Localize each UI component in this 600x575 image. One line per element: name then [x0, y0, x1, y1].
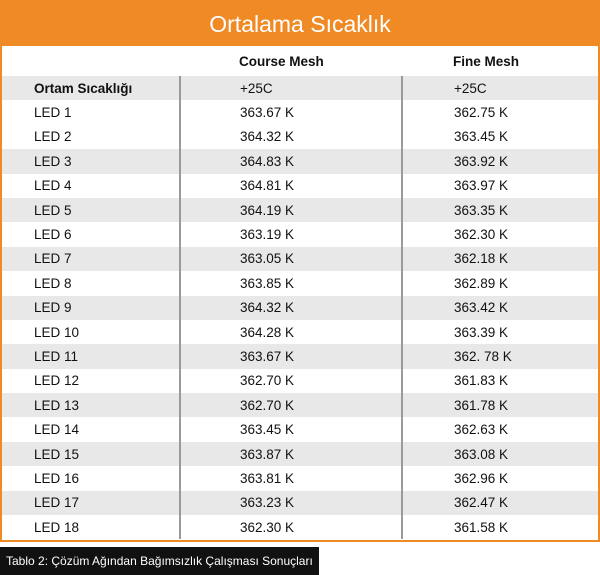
row-label: LED 15 [2, 442, 180, 466]
table-row [2, 271, 598, 295]
row-label: LED 13 [2, 393, 180, 417]
row-label: Ortam Sıcaklığı [2, 76, 180, 100]
table-row [2, 442, 598, 466]
table-row [2, 491, 598, 515]
row-label: LED 4 [2, 174, 180, 198]
row-label: LED 12 [2, 369, 180, 393]
row-label: LED 18 [2, 515, 180, 539]
course-mesh-value: 363.67 K [180, 344, 402, 368]
course-mesh-value: 364.28 K [180, 320, 402, 344]
course-mesh-value: 362.30 K [180, 515, 402, 539]
fine-mesh-value: 362.47 K [402, 491, 598, 515]
fine-mesh-value: 361.58 K [402, 515, 598, 539]
table-row [2, 466, 598, 490]
row-label: LED 16 [2, 466, 180, 490]
row-label: LED 9 [2, 296, 180, 320]
row-label: LED 1 [2, 100, 180, 124]
fine-mesh-value: 363.35 K [402, 198, 598, 222]
row-label: LED 17 [2, 491, 180, 515]
course-mesh-value: 363.19 K [180, 222, 402, 246]
table-row [2, 515, 598, 539]
course-mesh-value: +25C [180, 76, 402, 100]
course-mesh-value: 364.83 K [180, 149, 402, 173]
row-label: LED 10 [2, 320, 180, 344]
course-mesh-value: 364.81 K [180, 174, 402, 198]
table-row [2, 125, 598, 149]
fine-mesh-value: 362.18 K [402, 247, 598, 271]
course-mesh-value: 364.32 K [180, 296, 402, 320]
fine-mesh-value: 363.92 K [402, 149, 598, 173]
fine-mesh-value: 361.83 K [402, 369, 598, 393]
fine-mesh-value: 361.78 K [402, 393, 598, 417]
course-mesh-value: 363.85 K [180, 271, 402, 295]
fine-mesh-value: 363.39 K [402, 320, 598, 344]
table-row [2, 149, 598, 173]
fine-mesh-value: 362.89 K [402, 271, 598, 295]
table-row [2, 100, 598, 124]
row-label: LED 6 [2, 222, 180, 246]
table-row [2, 76, 598, 100]
course-mesh-value: 363.05 K [180, 247, 402, 271]
course-mesh-value: 363.67 K [180, 100, 402, 124]
table-row [2, 174, 598, 198]
table-row [2, 393, 598, 417]
table-body [2, 76, 598, 539]
row-label: LED 5 [2, 198, 180, 222]
row-label: LED 11 [2, 344, 180, 368]
fine-mesh-value: 362.75 K [402, 100, 598, 124]
course-mesh-value: 364.32 K [180, 125, 402, 149]
table-row [2, 198, 598, 222]
fine-mesh-value: +25C [402, 76, 598, 100]
header-row [2, 46, 598, 76]
table-title: Ortalama Sıcaklık [2, 2, 598, 46]
fine-mesh-value: 363.42 K [402, 296, 598, 320]
row-label: LED 3 [2, 149, 180, 173]
results-table [2, 46, 598, 539]
row-label: LED 2 [2, 125, 180, 149]
table-row [2, 344, 598, 368]
header-fine-mesh: Fine Mesh [402, 46, 598, 76]
course-mesh-value: 364.19 K [180, 198, 402, 222]
fine-mesh-value: 362.30 K [402, 222, 598, 246]
course-mesh-value: 363.81 K [180, 466, 402, 490]
course-mesh-value: 362.70 K [180, 369, 402, 393]
header-course-mesh: Course Mesh [180, 46, 402, 76]
course-mesh-value: 363.87 K [180, 442, 402, 466]
fine-mesh-value: 362.63 K [402, 417, 598, 441]
fine-mesh-value: 363.08 K [402, 442, 598, 466]
table-row [2, 417, 598, 441]
fine-mesh-value: 363.97 K [402, 174, 598, 198]
course-mesh-value: 363.23 K [180, 491, 402, 515]
table-caption: Tablo 2: Çözüm Ağından Bağımsızlık Çalışması Sonuçları [0, 547, 319, 575]
row-label: LED 8 [2, 271, 180, 295]
course-mesh-value: 363.45 K [180, 417, 402, 441]
table-row [2, 222, 598, 246]
row-label: LED 7 [2, 247, 180, 271]
row-label: LED 14 [2, 417, 180, 441]
header-label [2, 46, 180, 76]
fine-mesh-value: 363.45 K [402, 125, 598, 149]
fine-mesh-value: 362.96 K [402, 466, 598, 490]
fine-mesh-value: 362. 78 K [402, 344, 598, 368]
table-row [2, 369, 598, 393]
table-row [2, 247, 598, 271]
table-row [2, 296, 598, 320]
course-mesh-value: 362.70 K [180, 393, 402, 417]
table-row [2, 320, 598, 344]
